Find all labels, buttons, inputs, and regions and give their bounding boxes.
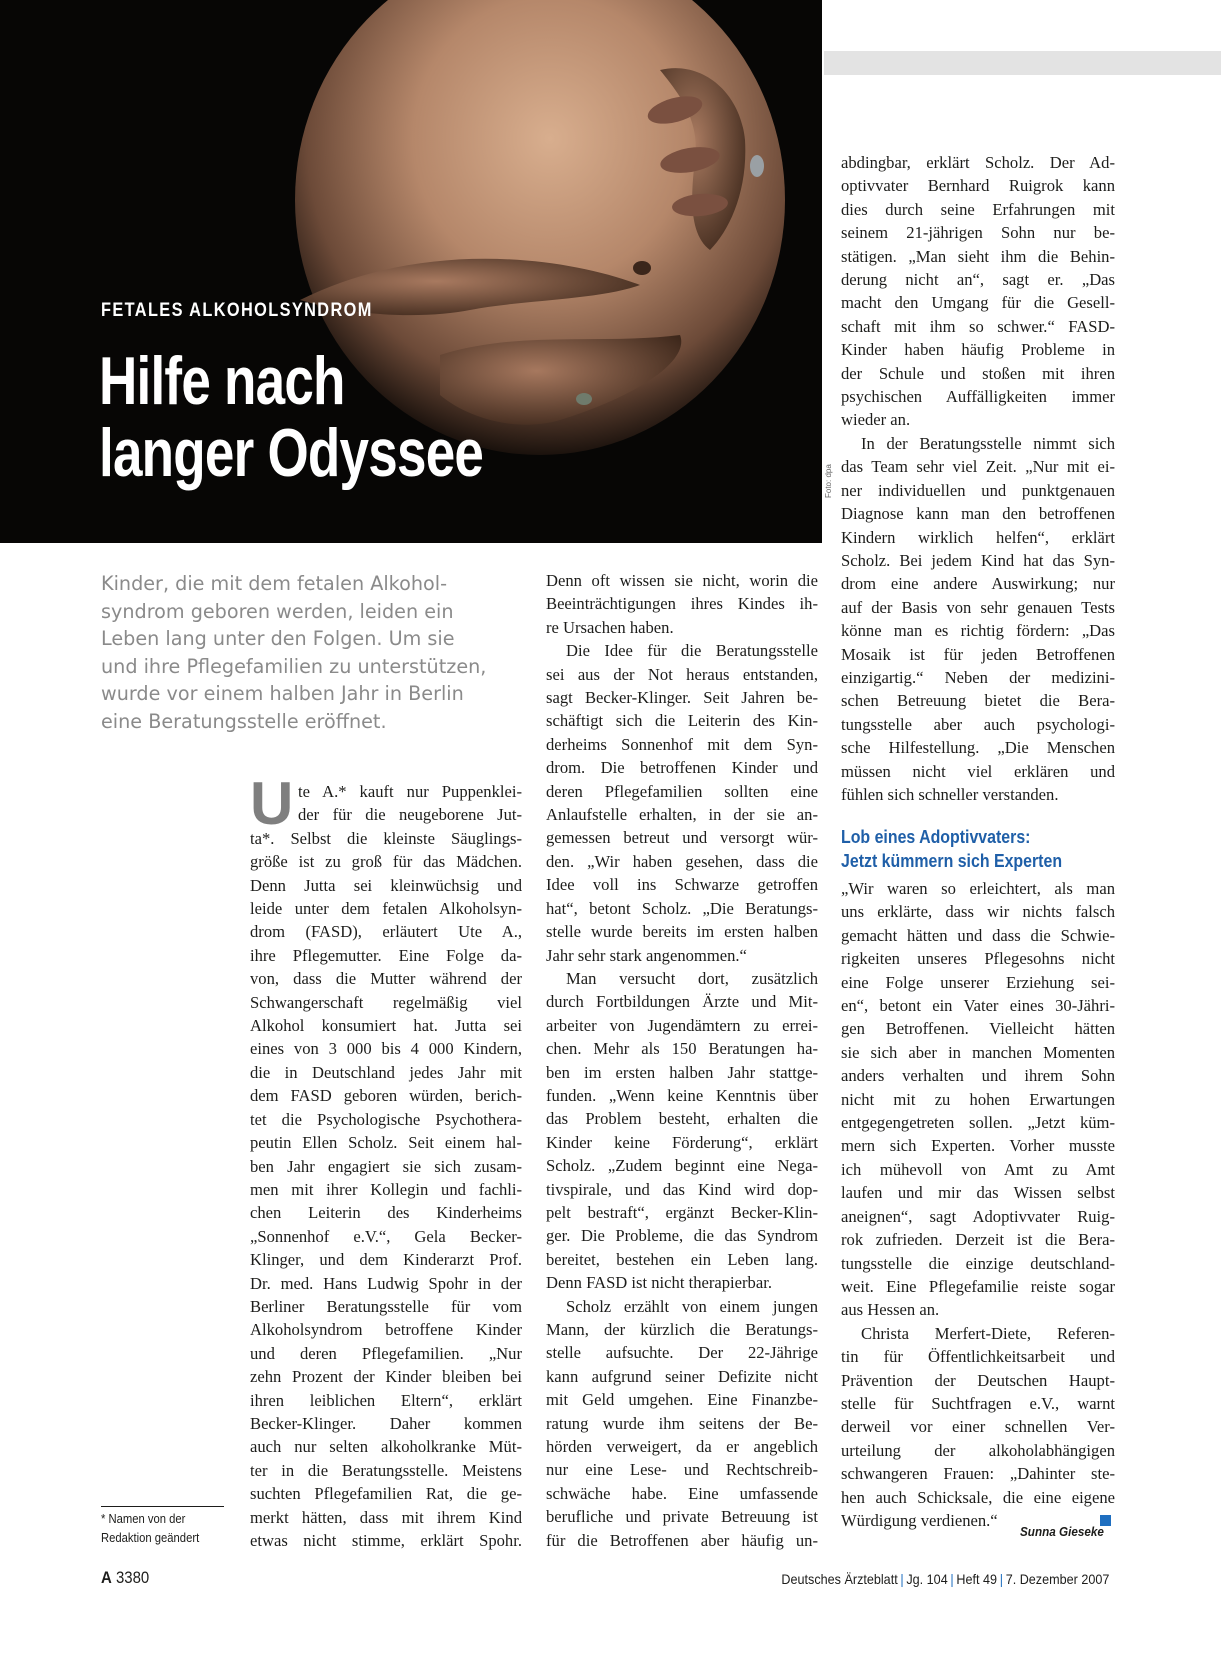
text-line: Denn oft wissen sie nicht, worin die (546, 571, 818, 590)
text-line: zehn Prozent der Kinder bleiben bei (250, 1367, 522, 1387)
text-line: Prävention der Deutschen Haupt- (841, 1370, 1115, 1390)
text-line: pelt bestraft“, ergänzt Becker-Klin- (546, 1202, 818, 1222)
text-line: peutin Ellen Scholz. Seit einem hal- (250, 1133, 522, 1153)
article-headline (99, 345, 483, 489)
lead-line: wurde vor einem halben Jahr in Berlin (101, 682, 464, 706)
text-line: der Schule und stoßen mit ihren (841, 363, 1115, 383)
text-line: ger. Die Probleme, die das Syndrom (546, 1226, 818, 1246)
subheading (841, 825, 1098, 873)
text-line: aneignen“, sagt Adoptivvater Ruig- (841, 1206, 1115, 1226)
publication-date: 7. Dezember 2007 (1005, 1571, 1109, 1587)
text-line: Denn FASD ist nicht therapierbar. (546, 1273, 772, 1293)
text-line: das Problem besteht, erhalten die (546, 1109, 818, 1129)
text-line: Scholz. Bei jedem Kind hat das Syn- (841, 550, 1115, 570)
text-line: Mann, der kürzlich die Beratungs- (546, 1320, 818, 1339)
lead-line: eine Beratungsstelle eröffnet. (101, 709, 387, 733)
text-line: Schwangerschaft regelmäßig viel (250, 992, 522, 1012)
text-column-3-continued (841, 877, 1115, 1532)
text-line: mern sich Experten. Vorher musste (841, 1136, 1115, 1156)
text-line: Becker-Klinger. Daher kommen (250, 1413, 522, 1433)
text-line: tin für Öffentlichkeitsarbeit und (841, 1347, 1115, 1367)
text-line: von, dass die Mutter während der (250, 969, 522, 989)
headline-line: langer Odyssee (99, 415, 484, 491)
text-line: entgegengetreten sollen. „Jetzt küm- (841, 1113, 1115, 1133)
text-line: ich mühevoll von Amt zu Amt (841, 1159, 1115, 1179)
text-line: eines von 3 000 bis 4 000 Kindern, (250, 1039, 522, 1059)
lead-line: Kinder, die mit dem fetalen Alkohol- (101, 572, 447, 595)
header-bar (824, 51, 1221, 75)
text-line: einzigartig.“ Neben der medizini- (841, 667, 1115, 687)
text-line: Die Idee für die Beratungsstelle (566, 641, 818, 661)
text-line: Jahr sehr stark angenommen.“ (546, 945, 747, 965)
text-line: optivvater Bernhard Ruigrok kann (841, 176, 1115, 196)
text-line: stelle aufsuchte. Der 22-Jährige (546, 1343, 818, 1363)
text-line: weit. Eine Pflegefamilie reiste sogar (841, 1276, 1115, 1296)
subheading-line: Jetzt kümmern sich Experten (841, 850, 1063, 871)
text-line: hörden verweigert, da er angeblich (546, 1437, 818, 1457)
text-line: drom eine andere Auswirkung; nur (841, 574, 1115, 594)
photo-credit: Foto: dpa (824, 464, 833, 498)
text-column-3 (841, 151, 1115, 806)
text-line: psychischen Auffälligkeiten immer (841, 387, 1115, 407)
text-line: kann aufgrund seiner Defizite nicht (546, 1366, 818, 1386)
text-line: In der Beratungsstelle nimmt sich (861, 433, 1115, 453)
text-line: sche Hilfestellung. „Die Menschen (841, 738, 1115, 758)
text-line: dem FASD geboren würden, berich- (250, 1086, 522, 1106)
text-line: ner individuellen und punktgenauen (841, 480, 1115, 500)
text-line: Denn Jutta sei kleinwüchsig und (250, 875, 522, 895)
text-line: Kindern wirklich helfen“, erklärt (841, 527, 1115, 547)
text-line: durch Fortbildungen Ärzte und Mit- (546, 992, 818, 1012)
text-line: urteilung der alkoholabhängigen (841, 1440, 1115, 1460)
text-line: uns erklärte, dass wir nichts falsch (841, 902, 1115, 922)
text-line: Dr. med. Hans Ludwig Spohr in der (250, 1273, 522, 1293)
text-line: tet die Psychologische Psychothera- (250, 1109, 522, 1129)
text-line: te A.* kauft nur Puppenklei- (298, 782, 522, 801)
text-line: schen Betreuung bietet die Bera- (841, 691, 1115, 711)
text-line: Anlaufstelle erhalten, in der sie an- (546, 805, 818, 825)
page-number-value: 3380 (115, 1568, 150, 1587)
text-line: gemessen betreut und versorgt wür- (546, 828, 818, 848)
text-line: en“, betont ein Vater eines 30-Jähri- (841, 996, 1115, 1016)
text-line: stelle wurde bereits im ersten halben (546, 922, 818, 942)
footnote-line: Redaktion geändert (101, 1530, 200, 1545)
text-line: dies durch seine Erfahrungen mit (841, 199, 1115, 219)
text-line: aus Hessen an. (841, 1300, 940, 1320)
text-line: Alkoholsyndrom betroffene Kinder (250, 1320, 522, 1340)
text-line: auch nur selten alkoholkranke Müt- (250, 1437, 522, 1457)
text-line: ratung wurde ihm seitens der Be- (546, 1413, 818, 1433)
text-line: Klinger, und dem Kinderarzt Prof. (250, 1250, 522, 1270)
text-line: berufliche und private Betreuung ist (546, 1507, 818, 1527)
text-line: leide unter dem fetalen Alkoholsyn- (250, 899, 522, 919)
text-line: die in Deutschland jedes Jahr mit (250, 1062, 522, 1082)
drop-cap: U (250, 770, 294, 837)
issue: Heft 49 (956, 1571, 997, 1587)
text-line: derheims Sonnenhof mit dem Syn- (546, 734, 818, 754)
text-line: Mosaik ist für jeden Betroffenen (841, 644, 1115, 664)
text-line: bereitet, bestehen ein Leben lang. (546, 1249, 818, 1269)
text-line: Berliner Beratungsstelle für vom (250, 1296, 522, 1316)
text-line: sei aus der Not heraus entstanden, (546, 664, 818, 684)
article-lead (101, 570, 521, 736)
text-line: könne man es richtig fördern: „Das (841, 621, 1115, 641)
page-prefix: A (101, 1568, 112, 1587)
text-line: nicht mit zu hohen Erwartungen (841, 1089, 1115, 1109)
text-line: macht den Umgang für die Gesell- (841, 293, 1115, 313)
text-line: etwas nicht stimme, erklärt Spohr. (250, 1531, 522, 1550)
lead-line: syndrom geboren werden, leiden ein (101, 599, 454, 623)
text-line: tungsstelle aber auch psychologi- (841, 714, 1115, 734)
volume: Jg. 104 (906, 1571, 948, 1587)
text-line: abdingbar, erklärt Scholz. Der Ad- (841, 153, 1115, 172)
footnote-divider (101, 1506, 224, 1507)
text-column-1 (250, 770, 522, 1552)
text-line: seinem 21-jährigen Sohn nur be- (841, 223, 1115, 243)
text-line: nur eine Lese- und Rechtschreib- (546, 1460, 818, 1480)
text-line: auf der Basis von sehr genauen Tests (841, 597, 1115, 617)
separator: | (950, 1571, 954, 1587)
text-line: arbeiter von Jugendämtern zu errei- (546, 1015, 818, 1035)
text-line: gemacht hätten und dass die Schwie- (841, 925, 1115, 945)
footer-publication-info (781, 1571, 1109, 1587)
text-line: re Ursachen haben. (546, 617, 674, 637)
text-line-final-text: Würdigung verdienen.“ (841, 1510, 998, 1530)
text-line: eine Folge unserer Erziehung sei- (841, 972, 1115, 992)
text-line: stätigen. „Man sieht ihm die Behin- (841, 246, 1115, 266)
text-line: wieder an. (841, 410, 911, 430)
text-line: „Wir waren so erleichtert, als man (841, 879, 1115, 898)
text-line: müssen nicht viel erklären und (841, 761, 1115, 781)
text-line: Man versucht dort, zusätzlich (566, 968, 818, 988)
text-line: ihren leiblichen Eltern“, erklärt (250, 1390, 522, 1410)
separator: | (999, 1571, 1003, 1587)
text-line: für die Betroffenen aber häufig un- (546, 1530, 818, 1550)
text-line: gen Betroffenen. Vielleicht hätten (841, 1019, 1115, 1039)
author-byline: Sunna Gieseke (1020, 1524, 1104, 1539)
text-line: tungsstelle die einzige deutschland- (841, 1253, 1115, 1273)
text-line: Kinder keine Förderung“, erklärt (546, 1132, 818, 1152)
text-line: der für die neugeborene Jut- (298, 805, 522, 825)
text-line: den. „Wir haben gesehen, dass die (546, 851, 818, 871)
text-line: drom (FASD), erläutert Ute A., (250, 922, 522, 942)
text-line: Idee voll ins Schwarze getroffen (546, 875, 818, 895)
text-line: stelle für Suchtfragen e.V., warnt (841, 1393, 1115, 1413)
text-line: Alkohol konsumiert hat. Jutta sei (250, 1016, 522, 1036)
footnote-line: * Namen von der (101, 1512, 186, 1526)
text-line: „Sonnenhof e.V.“, Gela Becker- (250, 1226, 522, 1246)
text-line: hat“, betont Scholz. „Die Beratungs- (546, 898, 818, 918)
text-line: deren Pflegefamilien sollten eine (546, 781, 818, 801)
text-line: mit Geld umgehen. Eine Finanzbe- (546, 1390, 818, 1410)
text-line: rigkeiten unseres Pflegesohns nicht (841, 949, 1115, 969)
article-kicker: FETALES ALKOHOLSYNDROM (101, 300, 373, 321)
text-line: Scholz. „Zudem beginnt eine Nega- (546, 1156, 818, 1176)
text-line: Kinder haben häufig Probleme in (841, 340, 1115, 360)
text-line: ihre Pflegemutter. Eine Folge da- (250, 945, 522, 965)
text-line: laufen und mir das Wissen selbst (841, 1183, 1115, 1203)
text-line: Christa Merfert-Diete, Referen- (861, 1323, 1115, 1343)
text-line: schwangeren Frauen: „Dahinter ste- (841, 1464, 1115, 1484)
lead-line: und ihre Pflegefamilien zu unterstützen, (101, 654, 487, 678)
page-number (101, 1568, 149, 1588)
text-line: ter in die Beratungsstelle. Meistens (250, 1460, 522, 1480)
text-line: größe ist zu groß für das Mädchen. (250, 852, 522, 872)
text-line: ben im ersten halben Jahr stattge- (546, 1062, 818, 1082)
text-line: fühlen sich schneller verstanden. (841, 784, 1059, 804)
text-line: funden. „Wenn keine Kenntnis über (546, 1085, 818, 1105)
text-line: ben Jahr engagiert sie sich zusam- (250, 1156, 522, 1176)
footnote (101, 1510, 199, 1547)
text-line: Beeinträchtigungen ihres Kindes ih- (546, 594, 818, 614)
text-line: drom. Die betroffenen Kinder und (546, 758, 818, 778)
text-line: schaft mit ihm so schwer.“ FASD- (841, 316, 1115, 336)
text-line: ta*. Selbst die kleinste Säuglings- (250, 828, 522, 848)
headline-line: Hilfe nach (99, 343, 345, 419)
journal-name: Deutsches Ärzteblatt (781, 1571, 898, 1587)
text-column-2 (546, 569, 818, 1552)
text-line: chen. Mehr als 150 Beratungen ha- (546, 1039, 818, 1059)
text-line: tivspirale, und das Kind wird dop- (546, 1179, 818, 1199)
text-line: suchten Pflegefamilien Rat, die ge- (250, 1484, 522, 1504)
text-line: derweil vor einer schnellen Ver- (841, 1417, 1115, 1437)
text-line: hen auch Schicksale, die eine eigene (841, 1487, 1115, 1507)
text-line: und deren Pflegefamilien. „Nur (250, 1343, 522, 1363)
text-line: schwäche habe. Eine umfassende (546, 1483, 818, 1503)
text-line: merkt hätten, dass mit ihrem Kind (250, 1507, 522, 1527)
text-line: sagt Becker-Klinger. Seit Jahren be- (546, 688, 818, 708)
separator: | (900, 1571, 904, 1587)
text-line: derung nicht an“, sagt er. „Das (841, 270, 1115, 290)
text-line: sie sich aber in manchen Momenten (841, 1042, 1115, 1062)
lead-line: Leben lang unter den Folgen. Um sie (101, 627, 455, 651)
text-line: schäftigt sich die Leiterin des Kin- (546, 711, 818, 731)
subheading-line: Lob eines Adoptivvaters: (841, 826, 1031, 847)
text-line: Scholz erzählt von einem jungen (566, 1296, 818, 1316)
text-line: rok zufrieden. Derzeit ist die Bera- (841, 1230, 1115, 1250)
text-line: men mit ihrer Kollegin und fachli- (250, 1179, 522, 1199)
text-line: chen Leiterin des Kinderheims (250, 1203, 522, 1223)
text-line: das Team sehr viel Zeit. „Nur mit ei- (841, 457, 1115, 477)
text-line: Diagnose kann man den betroffenen (841, 504, 1115, 524)
text-line: anders verhalten und ihrem Sohn (841, 1066, 1115, 1086)
